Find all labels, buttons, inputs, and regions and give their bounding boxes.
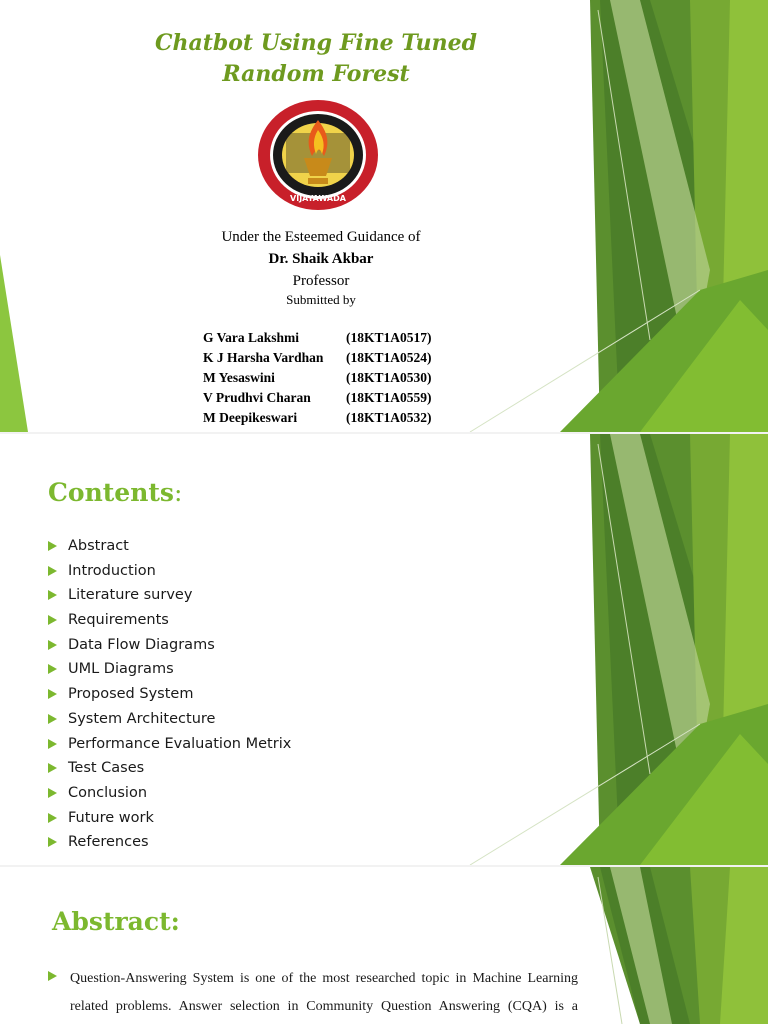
list-item <box>48 781 291 806</box>
list-item <box>48 633 291 658</box>
list-item-label: Introduction <box>68 562 156 579</box>
member-id: (18KT1A0559) <box>346 390 432 405</box>
list-item-label: Conclusion <box>68 784 148 801</box>
list-item-label: Literature survey <box>68 587 193 604</box>
list-item-label: UML Diagrams <box>68 661 174 678</box>
member-id: (18KT1A0524) <box>346 350 432 365</box>
guide-role: Professor <box>292 273 350 289</box>
bullet-arrow-icon <box>48 566 57 576</box>
guidance-label: Under the Esteemed Guidance of <box>221 229 421 245</box>
contents-heading-text: Contents <box>48 478 175 507</box>
member-id: (18KT1A0517) <box>346 330 432 345</box>
member-name: V Prudhvi Charan <box>203 390 311 405</box>
list-item <box>48 756 291 781</box>
list-item-label: Abstract <box>68 538 129 554</box>
title-line-1: Chatbot Using Fine Tuned <box>154 30 478 56</box>
bullet-arrow-icon <box>48 971 57 981</box>
team-member <box>203 368 453 388</box>
submitted-by-label: Submitted by <box>286 292 356 307</box>
bullet-arrow-icon <box>48 541 57 551</box>
bullet-arrow-icon <box>48 739 57 749</box>
presentation-title <box>120 28 512 90</box>
list-item-label: Test Cases <box>68 760 145 777</box>
bullet-arrow-icon <box>48 714 57 724</box>
list-item <box>48 534 291 559</box>
list-item-label: Future work <box>68 809 154 826</box>
bullet-arrow-icon <box>48 664 57 674</box>
member-name: K J Harsha Vardhan <box>203 350 324 365</box>
bullet-arrow-icon <box>48 590 57 600</box>
list-item <box>48 682 291 707</box>
college-seal-icon <box>256 98 380 212</box>
member-name: M Deepikeswari <box>203 410 298 425</box>
team-member <box>203 328 453 348</box>
abstract-paragraph: Question-Answering System is one of the most researched topic in Machine Learning related problems. Answer selection in Community Question Answering (CQA) is a <box>70 971 578 1014</box>
list-item <box>48 830 291 855</box>
list-item <box>48 732 291 757</box>
team-member <box>203 348 453 368</box>
list-item <box>48 657 291 682</box>
slide-contents <box>0 434 768 865</box>
member-id: (18KT1A0530) <box>346 370 432 385</box>
team-member <box>203 408 453 428</box>
list-item-label: Data Flow Diagrams <box>68 636 215 653</box>
list-item <box>48 583 291 608</box>
bullet-arrow-icon <box>48 640 57 650</box>
seal-text: VIJAYAWADA <box>290 194 346 203</box>
list-item-label: System Architecture <box>68 710 216 727</box>
title-line-2: Random Forest <box>222 61 410 87</box>
contents-heading <box>48 478 182 507</box>
bullet-arrow-icon <box>48 615 57 625</box>
team-member <box>203 388 453 408</box>
bullet-arrow-icon <box>48 788 57 798</box>
member-name: G Vara Lakshmi <box>203 330 300 345</box>
bullet-arrow-icon <box>48 763 57 773</box>
list-item <box>48 806 291 831</box>
bullet-arrow-icon <box>48 837 57 847</box>
list-item-label: Requirements <box>68 612 169 629</box>
list-item <box>48 707 291 732</box>
guide-name: Dr. Shaik Akbar <box>268 251 374 267</box>
slide-title <box>0 0 768 432</box>
contents-heading-colon: : <box>174 478 183 507</box>
list-item-label: Performance Evaluation Metrix <box>68 735 292 752</box>
list-item-label: Proposed System <box>68 686 194 703</box>
team-list <box>203 328 453 428</box>
bullet-arrow-icon <box>48 813 57 823</box>
abstract-heading: Abstract: <box>52 907 180 936</box>
member-id: (18KT1A0532) <box>346 410 432 425</box>
list-item <box>48 608 291 633</box>
bullet-arrow-icon <box>48 689 57 699</box>
contents-list <box>48 534 291 855</box>
slide-abstract <box>0 867 768 1024</box>
list-item-label: References <box>68 834 149 851</box>
member-name: M Yesaswini <box>203 370 275 385</box>
list-item <box>48 559 291 584</box>
